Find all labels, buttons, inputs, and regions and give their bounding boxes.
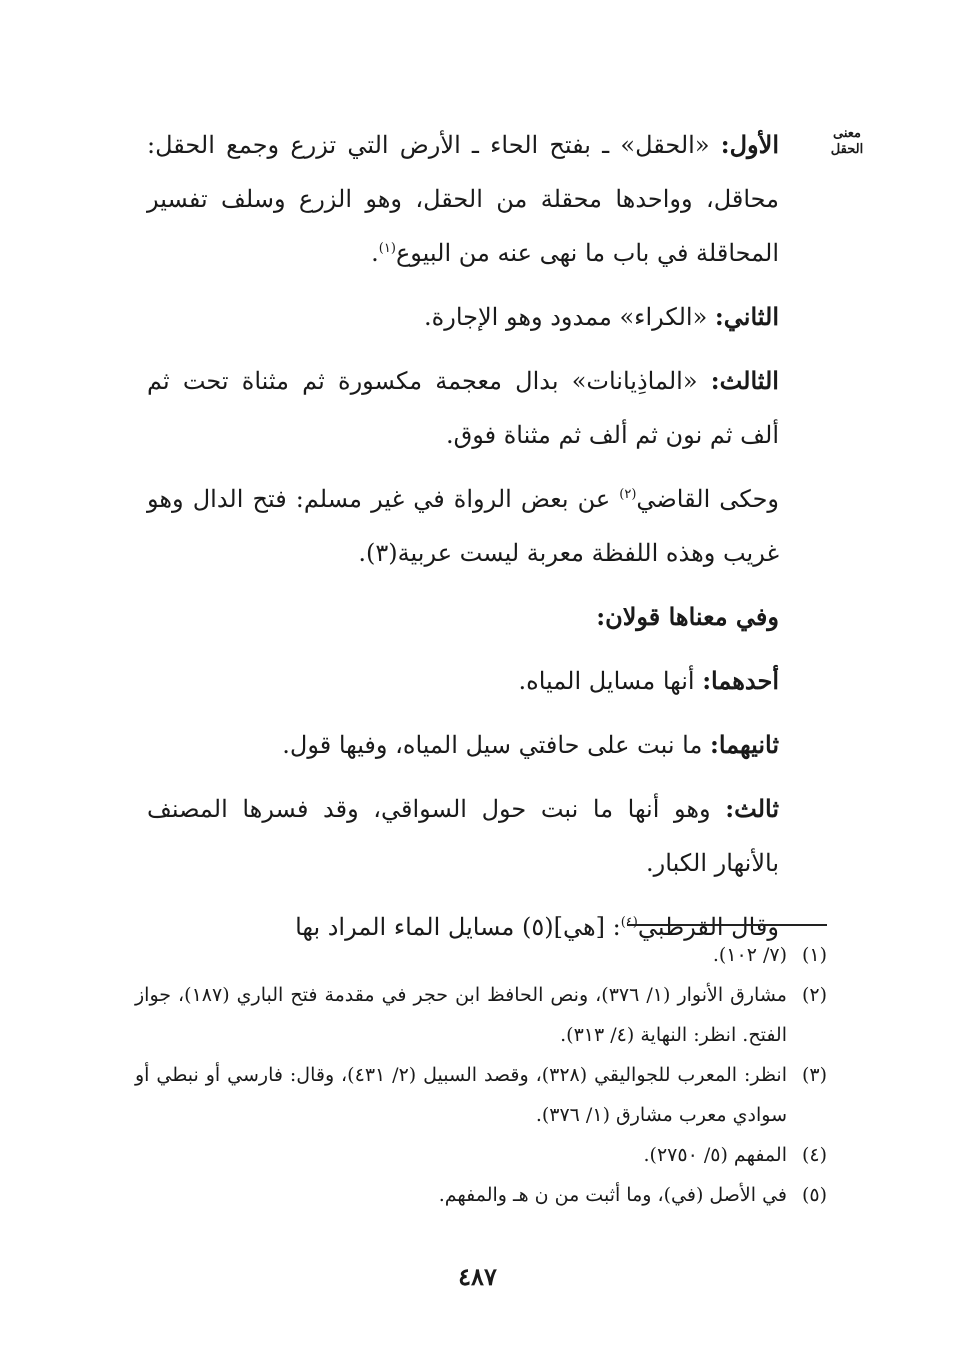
paragraph-text: «الماذِيانات» بدال معجمة مكسورة ثم مثناة تحت ثم ألف ثم نون ثم ألف ثم مثناة فوق. [147,367,779,449]
footnote-text: في الأصل (في)، وما أثبت من ن هـ والمفهم. [438,1184,787,1206]
paragraph-8 [147,782,827,890]
paragraph-lead: ثالث: [725,794,779,823]
paragraph-text: «الحقل» ـ بفتح الحاء ـ الأرض التي تزرع وجمع الحقل: محاقل، وواحدها محقلة من الحقل، وهو الزرع وسلف تفسير المحاقلة في باب ما نهى عنه من البيوع [147,131,779,267]
paragraph-lead: الثالث: [710,366,779,395]
footnote-number: (٢) [801,984,827,1006]
footnote-number: (١) [801,944,827,966]
paragraph-1 [147,118,827,280]
footnote-ref: (١) [378,241,396,256]
footnote-3 [135,1055,827,1135]
paragraph-lead: أحدهما: [702,666,779,695]
footnote-ref: (٢) [619,487,637,502]
footnote-text: انظر: المعرب للجواليقي (٣٢٨)، وقصد السبيل (٢/ ٤٣١)، وقال: فارسي أو نبطي أو سوادي معرب مشارق (١/ ٣٧٦). [135,1064,787,1126]
footnote-4 [135,1135,827,1175]
paragraph-lead: الأول: [720,130,779,159]
paragraph-tail: عن بعض الرواة في غير مسلم: فتح الدال وهو غريب وهذه اللفظة معربة ليست عربية(٣). [147,485,779,567]
body-text [147,118,827,964]
footnote-number: (٥) [801,1184,827,1206]
footnotes [135,935,827,1215]
footnote-number: (٣) [801,1064,827,1086]
paragraph-text: وحكى القاضي [636,485,779,513]
paragraph-lead: وفي معناها قولان: [596,602,779,631]
footnote-divider [627,924,827,926]
footnote-1 [135,935,827,975]
paragraph-6 [147,654,827,708]
paragraph-lead: ثانيهما: [709,730,779,759]
footnote-2 [135,975,827,1055]
footnote-text: المفهم (٥/ ٢٧٥٠). [643,1144,787,1166]
paragraph-text: «الكراء» ممدود وهو الإجارة. [424,303,708,331]
paragraph-3 [147,354,827,462]
paragraph-7 [147,718,827,772]
paragraph-text: ما نبت على حافتي سيل المياه، وفيها قول. [282,731,703,759]
paragraph-tail: . [371,239,379,267]
paragraph-4 [147,472,827,580]
paragraph-5 [147,590,827,644]
paragraph-2 [147,290,827,344]
margin-note: معنى الحقل [830,126,864,157]
footnote-text: (٧/ ١٠٢). [712,944,787,966]
paragraph-text: وقال القرطبي [637,913,779,941]
footnote-text: مشارق الأنوار (١/ ٣٧٦)، ونص الحافظ ابن حجر في مقدمة فتح الباري (١٨٧)، جواز الفتح. انظر: النهاية (٤/ ٣١٣). [135,984,787,1046]
page-number: ٤٨٧ [458,1262,497,1291]
paragraph-text: وهو أنها ما نبت حول السواقي، وقد فسرها المصنف بالأنهار الكبار. [147,795,779,877]
footnote-5 [135,1175,827,1215]
paragraph-text: أنها مسايل المياه. [518,667,695,695]
paragraph-tail: : [هي](٥) مسايل الماء المراد بها [295,913,621,941]
footnote-ref: (٤) [620,915,638,930]
paragraph-lead: الثاني: [714,302,779,331]
footnote-number: (٤) [801,1144,827,1166]
